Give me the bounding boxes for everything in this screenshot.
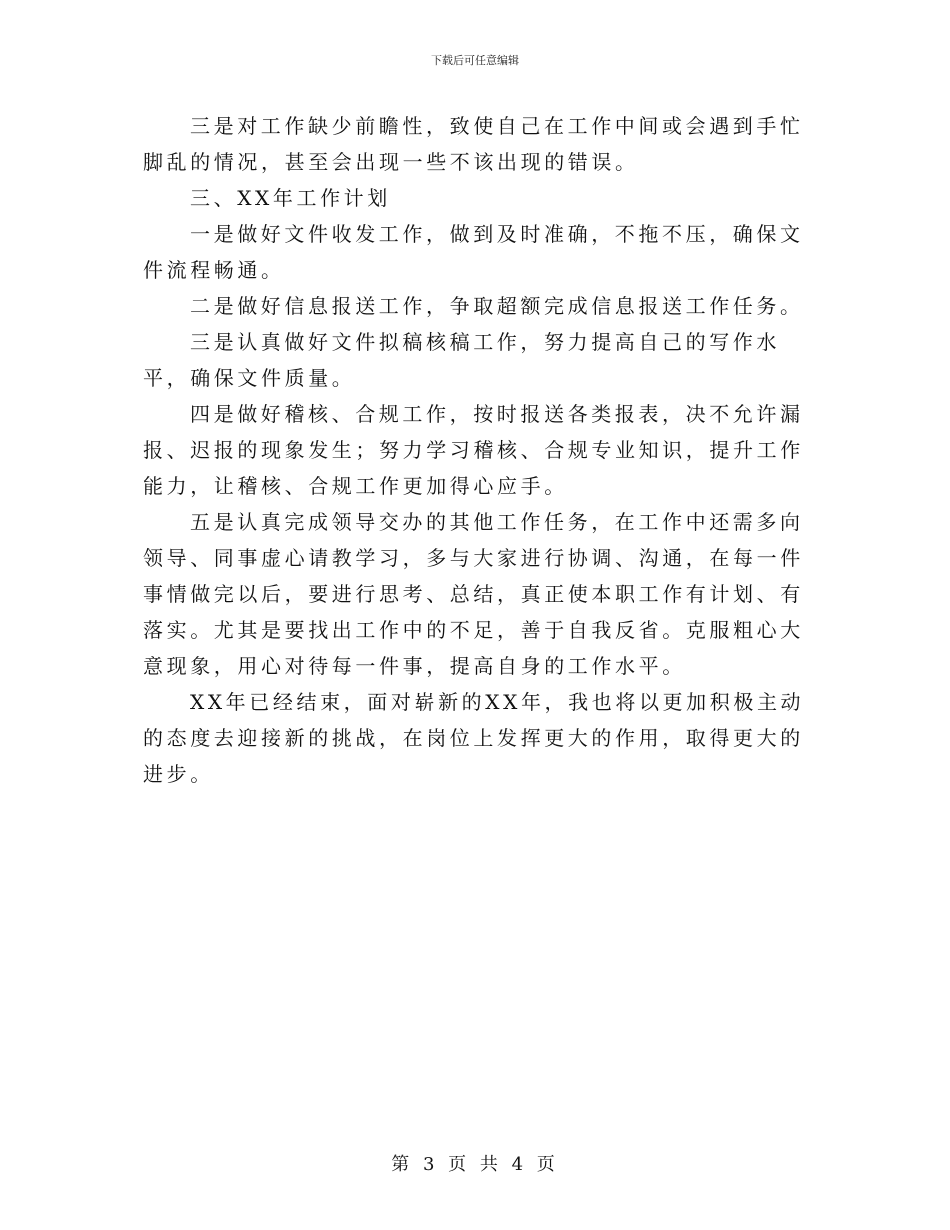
paragraph-plan-one: 一是做好文件收发工作，做到及时准确，不拖不压，确保文件流程畅通。 [143, 222, 804, 282]
paragraph-plan-four: 四是做好稽核、合规工作，按时报送各类报表，决不允许漏报、迟报的现象发生；努力学习稽核、合规专业知识，提升工作能力，让稽核、合规工作更加得心应手。 [143, 402, 804, 498]
document-body [143, 108, 811, 792]
paragraph-plan-three: 三是认真做好文件拟稿核稿工作，努力提高自己的写作水平，确保文件质量。 [143, 330, 780, 390]
paragraph-plan-two: 二是做好信息报送工作，争取超额完成信息报送工作任务。 [190, 294, 804, 318]
paragraph-conclusion: XX年已经结束，面对崭新的XX年，我也将以更加积极主动的态度去迎接新的挑战，在岗位上发挥更大的作用，取得更大的进步。 [143, 690, 805, 786]
page-number-footer: 第 3 页 共 4 页 [391, 1154, 559, 1175]
paragraph-plan-five: 五是认真完成领导交办的其他工作任务，在工作中还需多向领导、同事虚心请教学习，多与大家进行协调、沟通，在每一件事情做完以后，要进行思考、总结，真正使本职工作有计划、有落实。尤其是要找出工作中的不足，善于自我反省。克服粗心大意现象，用心对待每一件事，提高自身的工作水平。 [143, 510, 804, 678]
paragraph-shortcoming-three: 三是对工作缺少前瞻性，致使自己在工作中间或会遇到手忙脚乱的情况，甚至会出现一些不该出现的错误。 [143, 114, 804, 174]
section-heading-work-plan: 三、XX年工作计划 [190, 186, 391, 210]
page-header: 下载后可任意编辑 [431, 54, 519, 67]
